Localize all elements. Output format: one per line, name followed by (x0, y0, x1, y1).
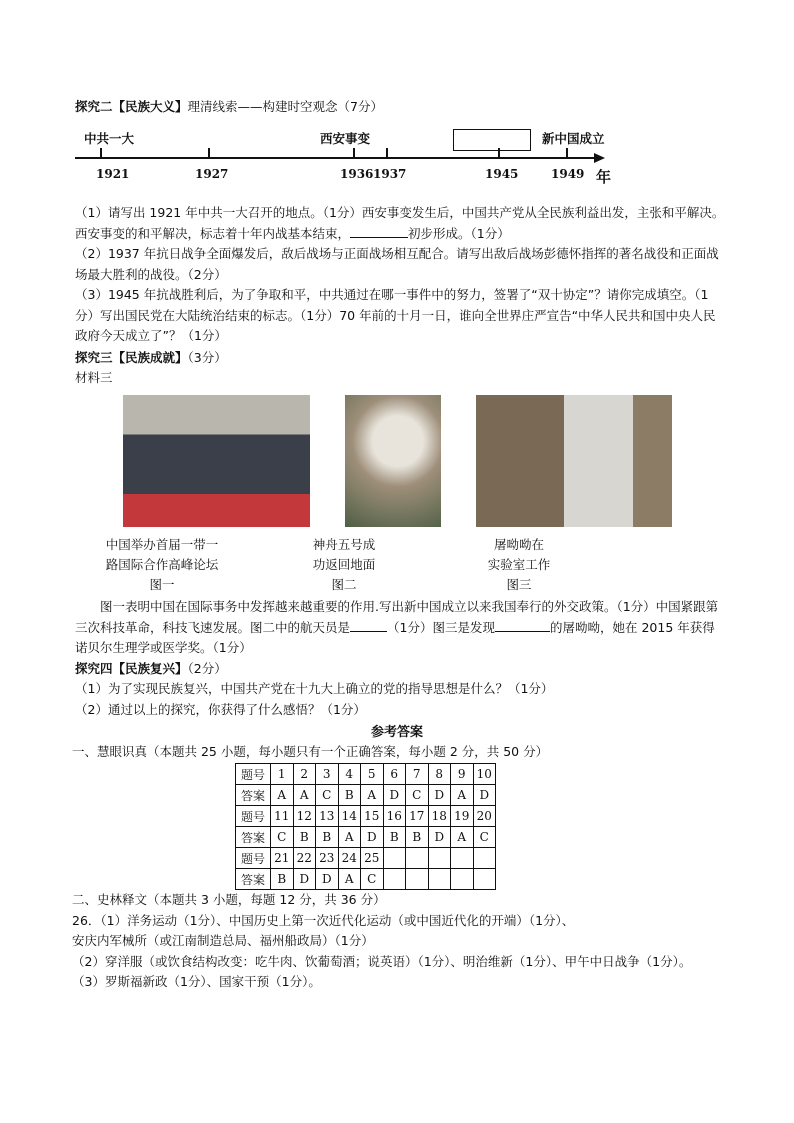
question-number-cell: 19 (451, 806, 474, 827)
answer-cell: D (361, 827, 384, 848)
caption-line: 实验室工作 (487, 557, 551, 572)
question-1: （1）为了实现民族复兴，中国共产党在十九大上确立的党的指导思想是什么？（1分） (75, 681, 554, 696)
event-label: 新中国成立 (542, 131, 605, 146)
answers-title: 参考答案 (370, 725, 423, 740)
question-number-cell: 7 (406, 764, 429, 785)
year-label: 1927 (195, 167, 229, 181)
section2-heading: 探究二【民族大义】 (75, 99, 188, 114)
question-number-cell: 5 (361, 764, 384, 785)
question-3: （3）1945 年抗战胜利后，为了争取和平，中共通过在哪一事件中的努力，签署了“双十协定”？请你完成填空。（1分）写出国民党在大陆统治结束的标志。（1分）70 年前的十月一日，谁向全世界庄严宣告“中华人民共和国中央人民政府今天成立了”？（1分） (75, 287, 716, 343)
table-row (236, 764, 496, 785)
row-header: 题号 (236, 848, 271, 869)
question-number-cell: 11 (271, 806, 294, 827)
table-row (236, 869, 496, 890)
answer-cell: D (383, 785, 406, 806)
figure-label: 图一 (149, 577, 175, 592)
answer-cell: B (406, 827, 429, 848)
answer-cell (451, 869, 474, 890)
question-number-cell: 1 (271, 764, 294, 785)
question-number-cell: 23 (316, 848, 339, 869)
table-row (236, 785, 496, 806)
caption-line: 屠呦呦在 (493, 537, 544, 552)
answer-cell: C (473, 827, 496, 848)
section3-paragraph (75, 597, 725, 659)
answer-cell: D (428, 827, 451, 848)
question-number-cell (383, 848, 406, 869)
timeline-arrow-icon (594, 153, 605, 163)
answer-cell (406, 869, 429, 890)
section4-title (75, 659, 227, 677)
question-number-cell: 24 (338, 848, 361, 869)
question-number-cell: 8 (428, 764, 451, 785)
question-number-cell: 17 (406, 806, 429, 827)
figure-2-caption (294, 535, 394, 595)
row-header: 答案 (236, 827, 271, 848)
section2-questions (75, 203, 725, 347)
answer-cell: C (271, 827, 294, 848)
section4-subtitle: （2分） (187, 661, 227, 676)
section4-questions (75, 679, 725, 720)
question-number-cell: 18 (428, 806, 451, 827)
answer-cell: D (473, 785, 496, 806)
answer-26-1b: 安庆内军械所（或江南制造总局、福州船政局）（1分） (72, 933, 374, 948)
question-number-cell (406, 848, 429, 869)
question-number-cell: 10 (473, 764, 496, 785)
section3-subtitle: （3分） (187, 350, 227, 365)
section3-heading: 探究三【民族成就】 (75, 350, 188, 365)
event-label: 西安事变 (320, 131, 371, 146)
answer-blank[interactable] (495, 619, 550, 632)
answer-26-1: 26．（1）洋务运动（1分）、中国历史上第一次近代化运动（或中国近代化的开端）（1分）、 (72, 912, 575, 928)
answer-blank[interactable] (350, 619, 387, 632)
figure-label: 图二 (331, 577, 357, 592)
answer-cell: A (451, 785, 474, 806)
section3-text: 的屠呦呦，她在 2015 年获得诺贝尔生理学或医学奖。（1分） (75, 619, 715, 655)
material-label: 材料三 (75, 370, 113, 385)
answer-cell: A (451, 827, 474, 848)
year-label: 1921 (96, 167, 130, 181)
year-unit: 年 (596, 168, 612, 186)
tick-1921 (100, 148, 102, 158)
answer-cell: D (316, 869, 339, 890)
section4-heading: 探究四【民族复兴】 (75, 661, 188, 676)
question-number-cell: 4 (338, 764, 361, 785)
answer-cell: C (361, 869, 384, 890)
table-row (236, 827, 496, 848)
photo-belt-road-forum (123, 395, 310, 527)
answer-cell: B (383, 827, 406, 848)
year-label: 1949 (551, 167, 585, 181)
tick-1927 (208, 148, 210, 158)
question-number-cell (428, 848, 451, 869)
question-number-cell (451, 848, 474, 869)
answer-26-3: （3）罗斯福新政（1分）、国家干预（1分）。 (72, 974, 321, 989)
answers-part1: 一、慧眼识真（本题共 25 小题，每小题只有一个正确答案，每小题 2 分，共 50 分） (72, 744, 549, 759)
year-label: 1937 (373, 167, 407, 181)
question-number-cell: 15 (361, 806, 384, 827)
answer-table (235, 763, 496, 890)
answer-cell: B (338, 785, 361, 806)
caption-line: 中国举办首届一带一 (105, 537, 219, 552)
caption-line: 神舟五号成 (312, 537, 376, 552)
answer-cell: A (361, 785, 384, 806)
answer-cell: A (338, 827, 361, 848)
tick-1937 (386, 148, 388, 158)
question-number-cell: 20 (473, 806, 496, 827)
tick-1936 (353, 148, 355, 158)
question-number-cell: 2 (293, 764, 316, 785)
row-header: 题号 (236, 806, 271, 827)
question-number-cell: 9 (451, 764, 474, 785)
row-header: 题号 (236, 764, 271, 785)
answer-cell: A (271, 785, 294, 806)
answer-cell: B (293, 827, 316, 848)
question-number-cell: 25 (361, 848, 384, 869)
question-1 (75, 203, 725, 244)
timeline-axis (75, 157, 597, 159)
answer-26-2: （2）穿洋服（或饮食结构改变：吃牛肉、饮葡萄酒；说英语）（1分）、明治维新（1分）、甲午中日战争（1分）。 (72, 953, 692, 969)
question-2: （2）1937 年抗日战争全面爆发后，敌后战场与正面战场相互配合。请写出敌后战场彭德怀指挥的著名战役和正面战场最大胜利的战役。（2分） (75, 246, 719, 282)
timeline-blank-box (453, 129, 531, 151)
question-number-cell: 12 (293, 806, 316, 827)
part2-title: 二、史林释文（本题共 3 小题，每题 12 分，共 36 分） (72, 892, 386, 907)
answer-cell: C (316, 785, 339, 806)
question-number-cell: 21 (271, 848, 294, 869)
question-2: （2）通过以上的探究，你获得了什么感悟？（1分） (75, 701, 366, 717)
question-1-tail: 初步形成。（1分） (408, 225, 510, 241)
question-number-cell (473, 848, 496, 869)
tick-1949 (566, 148, 568, 158)
year-label: 1945 (485, 167, 519, 181)
question-number-cell: 3 (316, 764, 339, 785)
event-label: 中共一大 (84, 131, 135, 146)
figure-3-caption (469, 535, 569, 595)
answer-cell (428, 869, 451, 890)
table-row (236, 806, 496, 827)
section3-text: 图一表明中国在国际事务中发挥越来越重要的作用.写出新中国成立以来我国奉行的外交政策。（1分）中国紧跟第三次科技革命，科技飞速发展。图二中的航天员是 (75, 599, 719, 635)
answers-part2 (72, 890, 722, 993)
question-1-text: （1）请写出 1921 年中共一大召开的地点。（1分）西安事变发生后，中国共产党从全民族利益出发，主张和平解决。西安事变的和平解决，标志着十年内战基本结束， (75, 205, 725, 241)
caption-line: 功返回地面 (312, 557, 376, 572)
section2-title (75, 97, 383, 115)
question-number-cell: 13 (316, 806, 339, 827)
section3-title (75, 348, 227, 366)
figure-label: 图三 (506, 577, 532, 592)
photo-shenzhou5-astronaut (345, 395, 441, 527)
section3-text: （1分）图三是发现 (387, 619, 495, 635)
answer-cell: A (338, 869, 361, 890)
question-number-cell: 16 (383, 806, 406, 827)
answer-cell: B (316, 827, 339, 848)
answer-cell: D (293, 869, 316, 890)
answer-cell (473, 869, 496, 890)
table-row (236, 848, 496, 869)
answer-cell (383, 869, 406, 890)
answer-cell: C (406, 785, 429, 806)
row-header: 答案 (236, 785, 271, 806)
section2-subtitle: 理清线索——构建时空观念（7分） (187, 99, 383, 114)
question-number-cell: 6 (383, 764, 406, 785)
answer-cell: B (271, 869, 294, 890)
row-header: 答案 (236, 869, 271, 890)
answer-cell: D (428, 785, 451, 806)
question-number-cell: 22 (293, 848, 316, 869)
question-number-cell: 14 (338, 806, 361, 827)
photo-tu-youyou-lab (476, 395, 672, 527)
year-label: 1936 (340, 167, 374, 181)
answer-blank[interactable] (350, 225, 408, 238)
answer-cell: A (293, 785, 316, 806)
caption-line: 路国际合作高峰论坛 (105, 557, 219, 572)
figure-1-caption (92, 535, 232, 595)
